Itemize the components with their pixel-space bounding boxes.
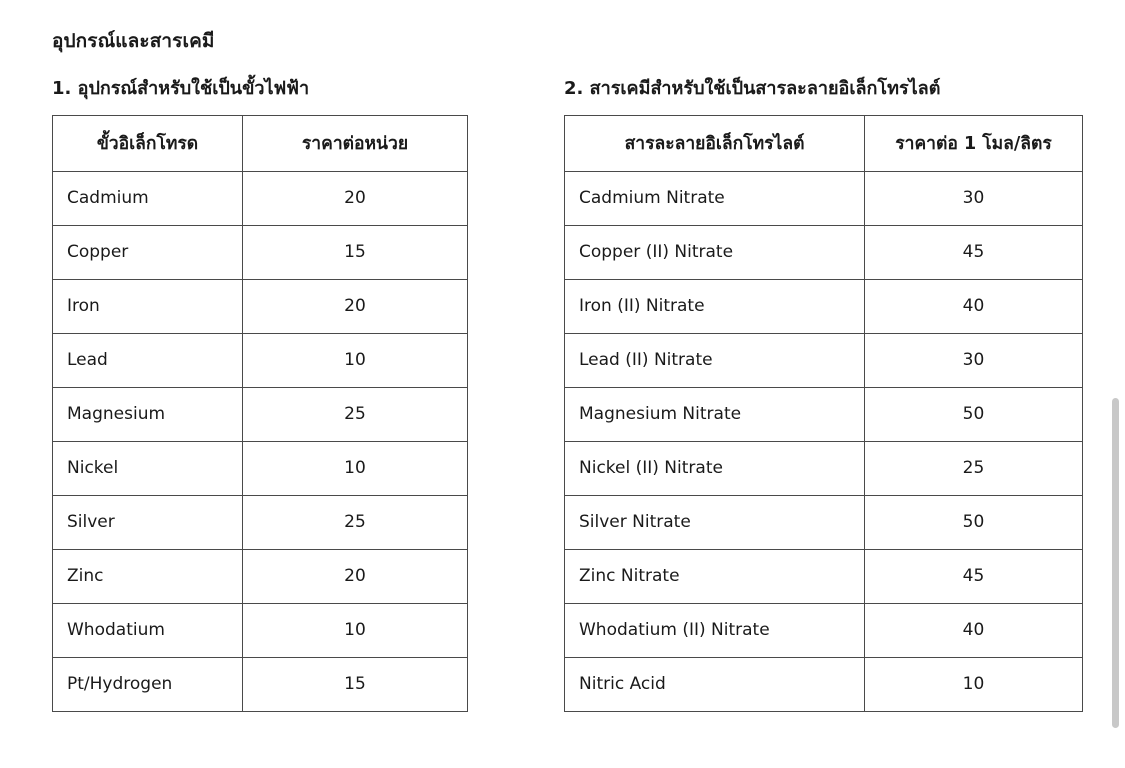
table-row: [53, 495, 468, 549]
section-electrolytes: [564, 77, 1084, 712]
table-row: [53, 279, 468, 333]
cell-name: Iron (II) Nitrate: [565, 279, 865, 333]
cell-name: Copper: [53, 225, 243, 279]
cell-price: 10: [243, 333, 468, 387]
cell-name: Lead: [53, 333, 243, 387]
section-electrodes: [52, 77, 472, 712]
section-heading-electrodes: 1. อุปกรณ์สำหรับใช้เป็นขั้วไฟฟ้า: [52, 77, 310, 99]
cell-name: Cadmium Nitrate: [565, 171, 865, 225]
table-row: [53, 549, 468, 603]
electrolytes-table: [564, 115, 1083, 712]
cell-name: Zinc Nitrate: [565, 549, 865, 603]
table-row: [53, 333, 468, 387]
cell-price: 10: [243, 603, 468, 657]
table-row: [53, 603, 468, 657]
cell-price: 25: [243, 495, 468, 549]
table-row: [565, 657, 1083, 711]
table-row: [565, 225, 1083, 279]
column-header-electrode: ขั้วอิเล็กโทรด: [53, 115, 243, 171]
table-header-row: [53, 115, 468, 171]
table-row: [565, 441, 1083, 495]
cell-name: Magnesium: [53, 387, 243, 441]
cell-price: 50: [865, 387, 1083, 441]
table-row: [565, 603, 1083, 657]
cell-name: Whodatium: [53, 603, 243, 657]
table-row: [53, 657, 468, 711]
tables-container: [52, 77, 1085, 712]
cell-name: Cadmium: [53, 171, 243, 225]
cell-name: Iron: [53, 279, 243, 333]
table-row: [565, 549, 1083, 603]
table-row: [53, 171, 468, 225]
cell-price: 25: [865, 441, 1083, 495]
cell-price: 40: [865, 279, 1083, 333]
cell-name: Nickel: [53, 441, 243, 495]
cell-name: Nickel (II) Nitrate: [565, 441, 865, 495]
cell-name: Nitric Acid: [565, 657, 865, 711]
cell-price: 45: [865, 549, 1083, 603]
table-header-row: [565, 115, 1083, 171]
electrodes-table: [52, 115, 468, 712]
cell-name: Lead (II) Nitrate: [565, 333, 865, 387]
cell-price: 10: [865, 657, 1083, 711]
cell-price: 15: [243, 657, 468, 711]
cell-price: 20: [243, 279, 468, 333]
cell-name: Silver: [53, 495, 243, 549]
table-row: [565, 387, 1083, 441]
table-row: [565, 495, 1083, 549]
column-header-price: ราคาต่อหน่วย: [243, 115, 468, 171]
cell-price: 15: [243, 225, 468, 279]
cell-name: Magnesium Nitrate: [565, 387, 865, 441]
table-row: [565, 171, 1083, 225]
cell-name: Copper (II) Nitrate: [565, 225, 865, 279]
cell-price: 30: [865, 333, 1083, 387]
cell-name: Pt/Hydrogen: [53, 657, 243, 711]
vertical-scrollbar[interactable]: [1112, 398, 1119, 728]
cell-price: 45: [865, 225, 1083, 279]
page-title: อุปกรณ์และสารเคมี: [52, 30, 215, 52]
cell-name: Zinc: [53, 549, 243, 603]
table-row: [565, 333, 1083, 387]
table-row: [53, 225, 468, 279]
table-row: [53, 441, 468, 495]
cell-price: 50: [865, 495, 1083, 549]
cell-price: 20: [243, 171, 468, 225]
section-heading-electrolytes: 2. สารเคมีสำหรับใช้เป็นสารละลายอิเล็กโทรไลต์: [564, 77, 941, 99]
cell-name: Whodatium (II) Nitrate: [565, 603, 865, 657]
column-header-price-per-mol: ราคาต่อ 1 โมล/ลิตร: [865, 115, 1083, 171]
table-row: [565, 279, 1083, 333]
cell-price: 10: [243, 441, 468, 495]
cell-price: 40: [865, 603, 1083, 657]
table-row: [53, 387, 468, 441]
cell-price: 30: [865, 171, 1083, 225]
cell-price: 20: [243, 549, 468, 603]
cell-price: 25: [243, 387, 468, 441]
cell-name: Silver Nitrate: [565, 495, 865, 549]
column-header-electrolyte: สารละลายอิเล็กโทรไลต์: [565, 115, 865, 171]
